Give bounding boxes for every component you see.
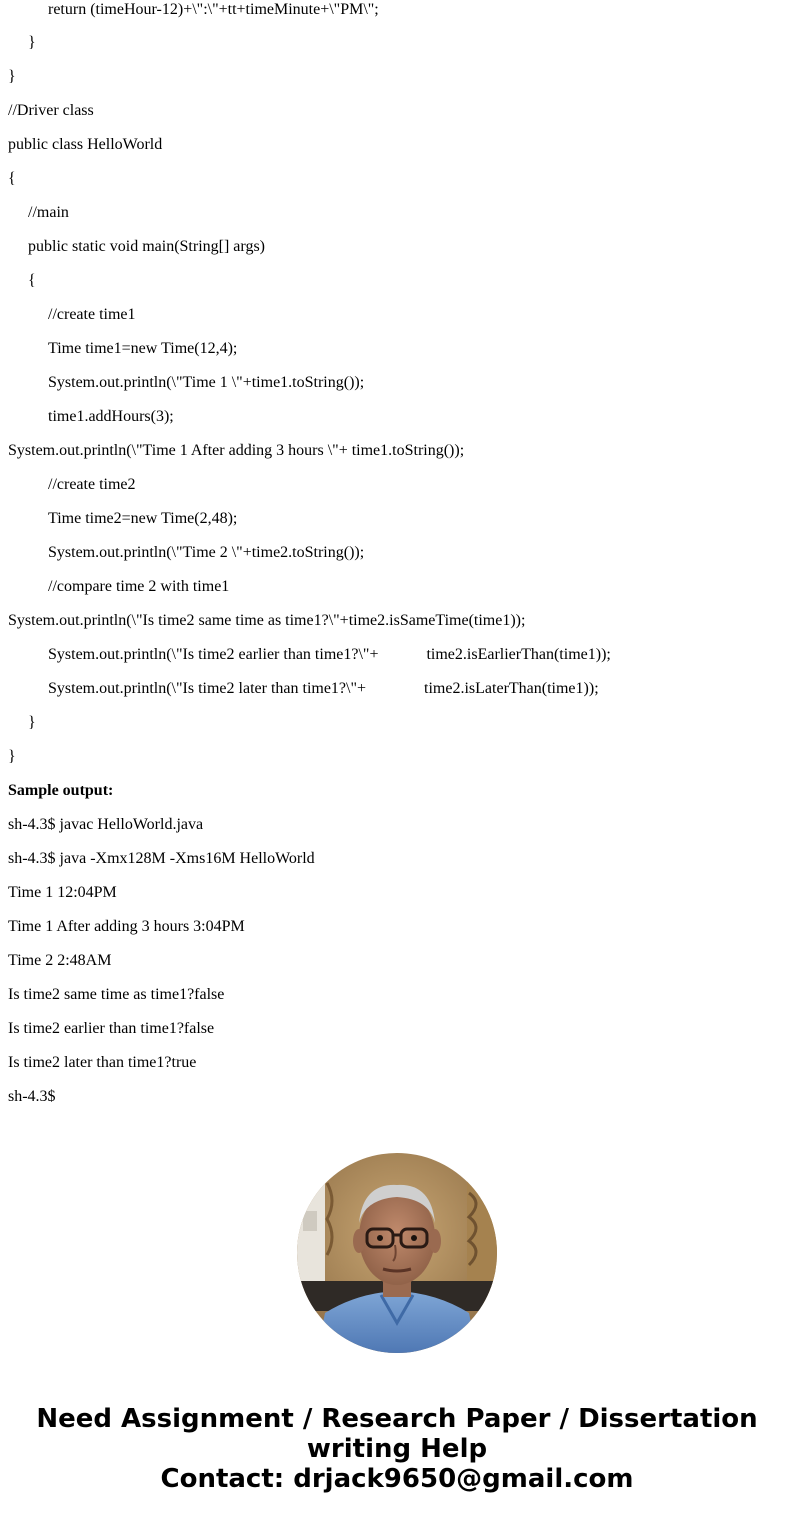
promo-headline: Need Assignment / Research Paper / Dissertation — [36, 1404, 758, 1434]
code-line: System.out.println(\"Time 1 \"+time1.toString()); — [48, 374, 365, 391]
code-fragment: System.out.println(\"Is time2 later than time1?\"+ — [48, 680, 367, 697]
output-line: Is time2 later than time1?true — [8, 1054, 197, 1071]
output-line: sh-4.3$ java -Xmx128M -Xms16M HelloWorld — [8, 850, 315, 867]
code-line — [48, 645, 611, 665]
output-line: Time 1 12:04PM — [8, 884, 117, 901]
code-comment: //create time1 — [48, 306, 136, 323]
code-line: } — [8, 748, 16, 765]
code-line: public static void main(String[] args) — [28, 238, 265, 255]
code-line: { — [28, 272, 36, 289]
code-line: } — [8, 68, 16, 85]
author-portrait-image — [297, 1153, 497, 1353]
code-line: } — [28, 714, 36, 731]
output-line: Time 2 2:48AM — [8, 952, 112, 969]
output-line: sh-4.3$ — [8, 1088, 56, 1105]
code-line: return (timeHour-12)+\":\"+tt+timeMinute+\"PM\"; — [48, 1, 379, 18]
code-line: public class HelloWorld — [8, 136, 163, 153]
code-comment: //main — [28, 204, 69, 221]
code-line — [48, 679, 599, 699]
output-line: sh-4.3$ javac HelloWorld.java — [8, 816, 204, 833]
code-comment: //create time2 — [48, 476, 136, 493]
code-fragment: time2.isEarlierThan(time1)); — [426, 646, 611, 663]
output-line: Time 1 After adding 3 hours 3:04PM — [8, 918, 245, 935]
code-line: time1.addHours(3); — [48, 408, 174, 425]
author-avatar — [297, 1153, 497, 1353]
output-line: Is time2 same time as time1?false — [8, 986, 225, 1003]
code-fragment: System.out.println(\"Is time2 earlier than time1?\"+ — [48, 646, 379, 663]
code-line: System.out.println(\"Time 2 \"+time2.toString()); — [48, 544, 365, 561]
code-line: System.out.println(\"Is time2 same time as time1?\"+time2.isSameTime(time1)); — [8, 612, 526, 629]
promo-contact: Contact: drjack9650@gmail.com — [160, 1464, 634, 1494]
code-line: Time time1=new Time(12,4); — [48, 340, 238, 357]
code-line: Time time2=new Time(2,48); — [48, 510, 238, 527]
code-line: } — [28, 34, 36, 51]
code-fragment: time2.isLaterThan(time1)); — [424, 680, 599, 697]
sample-output-heading: Sample output: — [8, 782, 114, 799]
code-line: System.out.println(\"Time 1 After adding 3 hours \"+ time1.toString()); — [8, 442, 465, 459]
code-comment: //compare time 2 with time1 — [48, 578, 230, 595]
output-line: Is time2 earlier than time1?false — [8, 1020, 215, 1037]
promo-headline-continued: writing Help — [306, 1434, 488, 1464]
code-line: { — [8, 170, 16, 187]
code-comment: //Driver class — [8, 102, 94, 119]
